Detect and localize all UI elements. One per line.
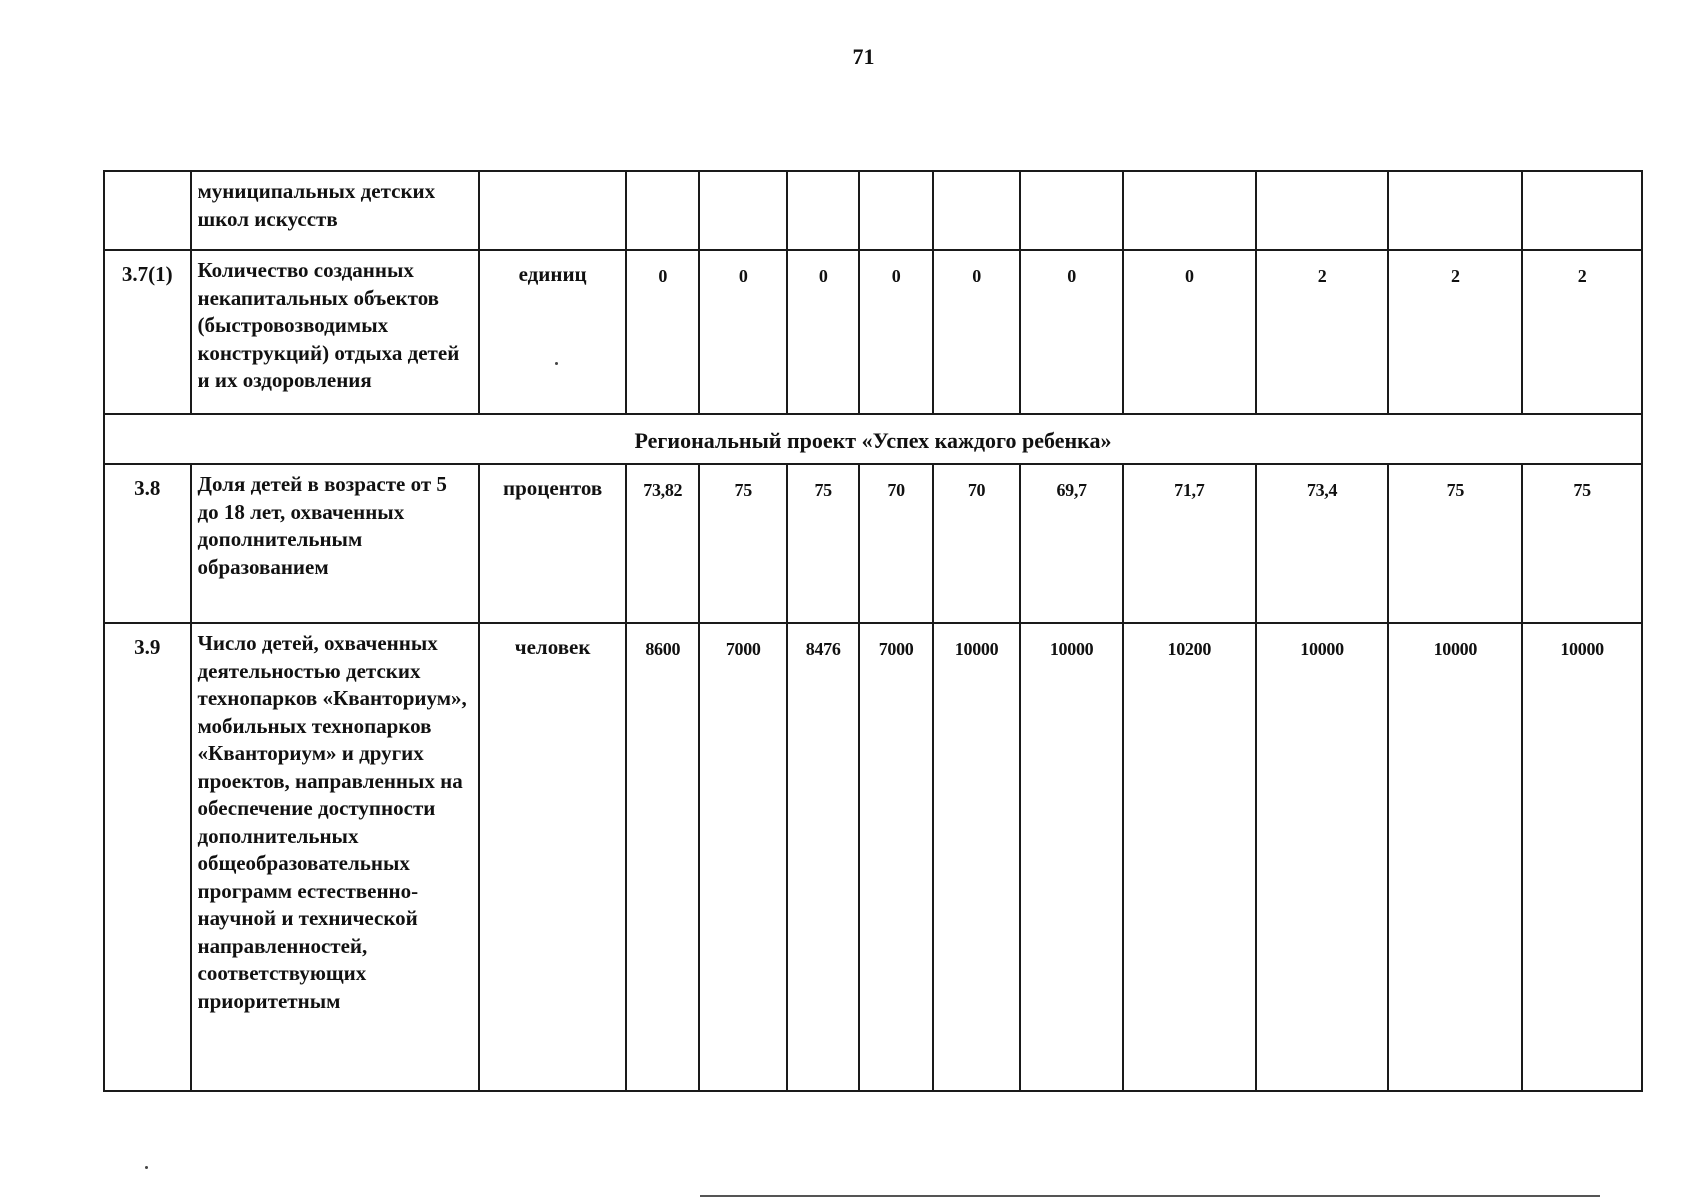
value-cell: 0 xyxy=(787,250,859,414)
value-cell xyxy=(933,171,1021,250)
value-cell xyxy=(1020,171,1123,250)
value-cell: 75 xyxy=(787,464,859,623)
value-cell: 10000 xyxy=(1256,623,1389,1091)
table-row xyxy=(104,250,1642,414)
row-number-cell: 3.9 xyxy=(104,623,191,1091)
value-cell: 0 xyxy=(933,250,1021,414)
value-cell: 70 xyxy=(859,464,932,623)
value-cell: 10000 xyxy=(1020,623,1123,1091)
value-cell xyxy=(1388,171,1522,250)
value-cell: 7000 xyxy=(859,623,932,1091)
indicator-name-cell: Число детей, охваченных деятельностью детских технопарков «Кванториум», мобильных технопарков «Кванториум» и других проектов, направленных на обеспечение доступности дополнительных общеобразовательных программ естественно-научной и технической направленностей, соответствующих приоритетным xyxy=(191,623,480,1091)
value-cell: 2 xyxy=(1388,250,1522,414)
scan-speck xyxy=(145,1166,148,1169)
section-row xyxy=(104,414,1642,464)
indicator-name-cell: Доля детей в возрасте от 5 до 18 лет, охваченных дополнительным образованием xyxy=(191,464,480,623)
value-cell xyxy=(859,171,932,250)
value-cell xyxy=(626,171,699,250)
scan-speck xyxy=(555,362,558,365)
value-cell xyxy=(1256,171,1389,250)
value-cell: 70 xyxy=(933,464,1021,623)
value-cell: 8476 xyxy=(787,623,859,1091)
table-row-continuation xyxy=(104,171,1642,250)
indicator-name-cell: Количество созданных некапитальных объектов (быстровозводимых конструкций) отдыха детей и их оздоровления xyxy=(191,250,480,414)
value-cell: 0 xyxy=(699,250,787,414)
table-row xyxy=(104,464,1642,623)
value-cell xyxy=(1123,171,1256,250)
value-cell: 2 xyxy=(1256,250,1389,414)
value-cell: 73,82 xyxy=(626,464,699,623)
value-cell: 0 xyxy=(1020,250,1123,414)
row-number-cell xyxy=(104,171,191,250)
value-cell: 75 xyxy=(1388,464,1522,623)
footer-rule xyxy=(700,1195,1600,1197)
value-cell: 8600 xyxy=(626,623,699,1091)
value-cell: 75 xyxy=(699,464,787,623)
value-cell: 69,7 xyxy=(1020,464,1123,623)
value-cell xyxy=(787,171,859,250)
indicators-table xyxy=(103,170,1643,1092)
value-cell: 0 xyxy=(859,250,932,414)
table-row xyxy=(104,623,1642,1091)
value-cell: 10000 xyxy=(1388,623,1522,1091)
value-cell: 10000 xyxy=(933,623,1021,1091)
value-cell: 10200 xyxy=(1123,623,1256,1091)
unit-cell: единиц xyxy=(479,250,626,414)
value-cell: 75 xyxy=(1522,464,1642,623)
row-number-cell: 3.7(1) xyxy=(104,250,191,414)
indicator-name-cell: муниципальных детских школ искусств xyxy=(191,171,480,250)
value-cell: 0 xyxy=(626,250,699,414)
value-cell: 71,7 xyxy=(1123,464,1256,623)
value-cell: 7000 xyxy=(699,623,787,1091)
value-cell xyxy=(1522,171,1642,250)
page-number: 71 xyxy=(852,44,875,69)
value-cell: 73,4 xyxy=(1256,464,1389,623)
value-cell: 2 xyxy=(1522,250,1642,414)
unit-cell xyxy=(479,171,626,250)
section-title: Региональный проект «Успех каждого ребенка» xyxy=(104,414,1642,464)
row-number-cell: 3.8 xyxy=(104,464,191,623)
value-cell: 0 xyxy=(1123,250,1256,414)
value-cell xyxy=(699,171,787,250)
unit-cell: процентов xyxy=(479,464,626,623)
value-cell: 10000 xyxy=(1522,623,1642,1091)
unit-cell: человек xyxy=(479,623,626,1091)
